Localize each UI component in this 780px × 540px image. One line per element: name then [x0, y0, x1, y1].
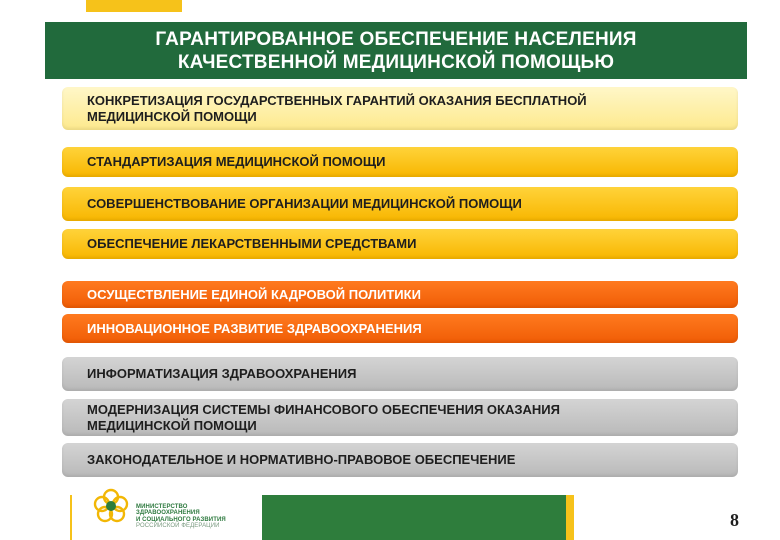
item-label-9: ЗАКОНОДАТЕЛЬНОЕ И НОРМАТИВНО-ПРАВОВОЕ ОБЕСПЕЧЕНИЕ [87, 452, 516, 467]
ministry-line-1: МИНИСТЕРСТВО [136, 504, 188, 510]
ministry-line-3: И СОЦИАЛЬНОГО РАЗВИТИЯ [136, 516, 226, 523]
item-label-5: ОСУЩЕСТВЛЕНИЕ ЕДИНОЙ КАДРОВОЙ ПОЛИТИКИ [87, 286, 421, 302]
item-bar-7 [62, 357, 738, 391]
item-bar-9 [62, 443, 738, 477]
slide-title: ГАРАНТИРОВАННОЕ ОБЕСПЕЧЕНИЕ НАСЕЛЕНИЯ КАЧЕСТВЕННОЙ МЕДИЦИНСКОЙ ПОМОЩЬЮ [155, 28, 637, 73]
item-label-7: ИНФОРМАТИЗАЦИЯ ЗДРАВООХРАНЕНИЯ [87, 366, 357, 381]
item-bar-3 [62, 187, 738, 221]
item-label-4: ОБЕСПЕЧЕНИЕ ЛЕКАРСТВЕННЫМИ СРЕДСТВАМИ [87, 236, 417, 251]
page-number: 8 [730, 510, 739, 530]
slide-header [45, 22, 747, 79]
ministry-line-4: РОССИЙСКОЙ ФЕДЕРАЦИИ [136, 523, 220, 530]
ministry-line-2: ЗДРАВООХРАНЕНИЯ [136, 510, 200, 517]
item-bar-4 [62, 229, 738, 259]
footer-green-block [262, 495, 568, 540]
item-label-6: ИННОВАЦИОННОЕ РАЗВИТИЕ ЗДРАВООХРАНЕНИЯ [87, 320, 422, 336]
ministry-name [136, 504, 256, 530]
item-bar-1 [62, 87, 738, 130]
item-label-1: КОНКРЕТИЗАЦИЯ ГОСУДАРСТВЕННЫХ ГАРАНТИЙ ОКАЗАНИЯ БЕСПЛАТНОЙ МЕДИЦИНСКОЙ ПОМОЩИ [87, 92, 587, 124]
item-label-8: МОДЕРНИЗАЦИЯ СИСТЕМЫ ФИНАНСОВОГО ОБЕСПЕЧЕНИЯ ОКАЗАНИЯ МЕДИЦИНСКОЙ ПОМОЩИ [87, 401, 560, 433]
item-bar-6 [62, 314, 738, 343]
item-bar-5 [62, 281, 738, 308]
item-bar-8 [62, 399, 738, 436]
footer-yellow-strip [566, 495, 574, 540]
top-accent-tab [86, 0, 182, 12]
item-label-3: СОВЕРШЕНСТВОВАНИЕ ОРГАНИЗАЦИИ МЕДИЦИНСКОЙ ПОМОЩИ [87, 196, 522, 211]
item-label-2: СТАНДАРТИЗАЦИЯ МЕДИЦИНСКОЙ ПОМОЩИ [87, 154, 386, 169]
item-bar-2 [62, 147, 738, 177]
footer-divider [70, 495, 72, 540]
ministry-emblem-icon [88, 484, 134, 530]
